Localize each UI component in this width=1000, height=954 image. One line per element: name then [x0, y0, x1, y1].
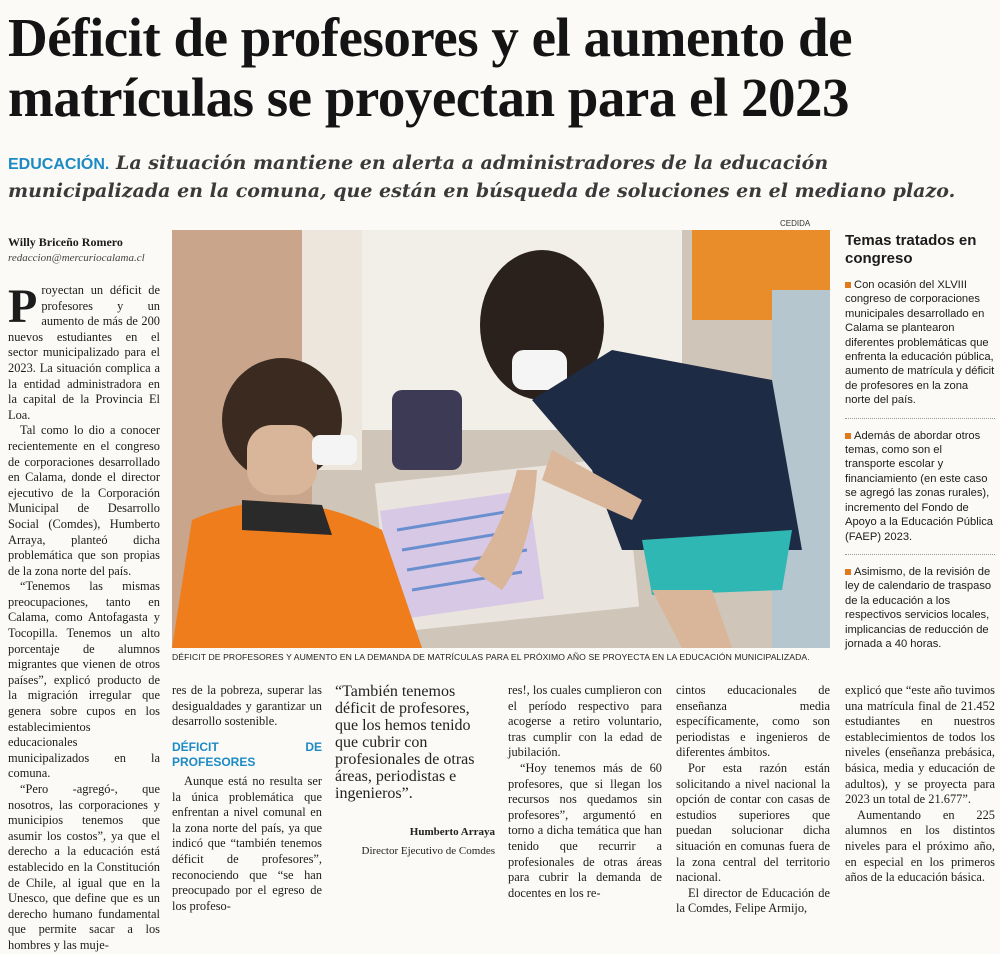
paragraph: res de la pobreza, superar las desigualdades y garantizar un desarrollo sostenible.	[172, 683, 322, 729]
sidebar-box	[845, 232, 995, 671]
photo-credit: CEDIDA	[780, 219, 811, 228]
paragraph: El director de Educación de la Comdes, Felipe Armijo,	[676, 885, 830, 916]
paragraph: res!, los cuales cumplieron con el período respectivo para acogerse a retiro voluntario, tras cumplir con la edad de jubilación.	[508, 683, 662, 760]
quote-text: “También tenemos déficit de profesores, que los hemos tenido que cubrir con profesionales de otras áreas, periodistas e ingenieros”.	[335, 683, 475, 802]
author-email: redaccion@mercuriocalama.cl	[8, 252, 145, 264]
headline: Déficit de profesores y el aumento de matrículas se proyectan para el 2023	[8, 7, 853, 128]
paragraph: Tal como lo dio a conocer recientemente en el congreso de corporaciones desarrollado en Calama, donde el director ejecutivo de la Corporación Municipal de Desarrollo Social (Comdes), Humberto Arraya, planteó dicha problemática que son propias de la zona norte del país.	[8, 423, 160, 578]
paragraph: Por esta razón están solicitando a nivel nacional la opción de contar con casas de estudios superiores que puedan solucionar dicha situación en comunas fuera de la zona central del territorio nacional.	[676, 760, 830, 885]
sidebar-title: Temas tratados en congreso	[845, 232, 977, 267]
paragraph: “Hoy tenemos más de 60 profesores, que si llegan los recursos nos quedamos sin profesores”, argumentó en torno a dicha temática que han tenido que recurrir a profesionales de otras áreas para cubrir la demanda de docentes en los re-	[508, 760, 662, 900]
sidebar-item	[845, 278, 995, 419]
sidebar-item	[845, 429, 995, 555]
photo-caption: DÉFICIT DE PROFESORES Y AUMENTO EN LA DEMANDA DE MATRÍCULAS PARA EL PRÓXIMO AÑO SE PROYECTA EN LA EDUCACIÓN MUNICIPALIZADA.	[172, 652, 810, 662]
quote-author: Humberto Arraya	[409, 826, 495, 838]
bullet-icon	[845, 433, 851, 439]
paragraph: explicó que “este año tuvimos una matrícula final de 21.452 estudiantes en nuestros establecimientos de todos los niveles (enseñanza prebásica, básica, media y educación de adultos), y se proyecta para 2023 un total de 21.677”.	[845, 683, 995, 807]
bullet-icon	[845, 282, 851, 288]
body-column-2	[172, 683, 322, 914]
drop-cap: P	[8, 280, 38, 333]
article-photo	[172, 230, 830, 648]
pull-quote	[335, 683, 495, 860]
bullet-icon	[845, 569, 851, 575]
section-kicker: EDUCACIÓN.	[8, 156, 110, 173]
body-column-3	[508, 683, 662, 901]
lead-paragraph	[8, 280, 160, 423]
body-column-4	[676, 683, 830, 917]
byline	[8, 235, 163, 264]
paragraph: Aumentando en 225 alumnos en los distintos niveles para el próximo año, en especial en los primeros años de la educación básica.	[845, 807, 995, 885]
classroom-photo-illustration	[172, 230, 830, 648]
paragraph: “Pero -agregó-, que nosotros, las corporaciones y municipios tenemos que asumir los costos”, ya que el derecho a la educación está establecido en la Constitución de Chile, al igual que en la Unesco, que define que es un derecho humano fundamental que permite sacar a los hombres y las muje-	[8, 782, 160, 952]
paragraph-text: royectan un déficit de profesores y un aumento de más de 200 nuevos estudiantes en el sector municipalizado para el 2023. La situación complica a la entidad administradora en la capital de la Provincia El Loa.	[8, 283, 160, 422]
body-column-1	[8, 280, 160, 954]
sidebar-item-text: Con ocasión del XLVIII congreso de corporaciones municipales desarrollado en Calama se plantearon diferentes problemáticas que enfrenta la educación pública, aumento de matrícula y déficit de profesores en la zona norte del país.	[845, 279, 995, 407]
deck	[8, 150, 993, 204]
sidebar-item-text: Asimismo, de la revisión de ley de calendario de traspaso de la educación a los respectivos servicios locales, implicancias de reducción de jornada a 40 horas.	[845, 565, 992, 650]
paragraph: cintos educacionales de enseñanza media específicamente, como son periodistas e ingenieros de diferentes ámbitos.	[676, 683, 830, 760]
paragraph: “Tenemos las mismas preocupaciones, tanto en Calama, como Antofagasta y Tocopilla. Tenemos un alto porcentaje de alumnos migrantes que vienen de otros países”, explicó producto de la migración irregular que genera sobre cupos en los establecimientos educacionales municipalizados en la comuna.	[8, 579, 160, 781]
section-subhead: DÉFICIT DE PROFESORES	[172, 739, 322, 770]
sidebar-item-text: Además de abordar otros temas, como son el transporte escolar y financiamiento (en este caso se agregó las zonas rurales), incremento del Fondo de Apoyo a la Educación Pública (FAEP) 2023.	[845, 429, 994, 543]
author-name: Willy Briceño Romero	[8, 235, 123, 249]
body-column-5	[845, 683, 995, 886]
deck-text: La situación mantiene en alerta a administradores de la educación municipalizada en la comuna, que están en búsqueda de soluciones en el mediano plazo.	[8, 152, 956, 202]
sidebar-item	[845, 565, 995, 661]
quote-author-role: Director Ejecutivo de Comdes	[361, 845, 495, 857]
paragraph: Aunque está no resulta ser la única problemática que enfrentan a nivel comunal en la zona norte del país, ya que indicó que “también tenemos déficit de profesores”, reconociendo que “se han preocupado por el egreso de los profeso-	[172, 773, 322, 913]
